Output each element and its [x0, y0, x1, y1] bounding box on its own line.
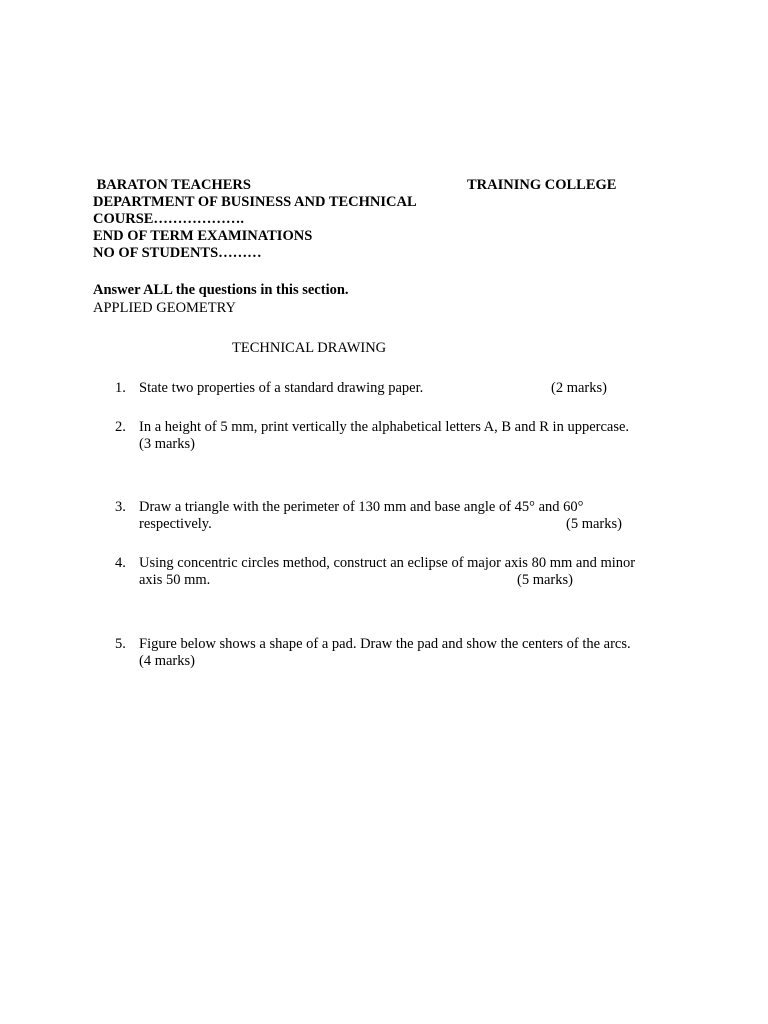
- question-text: Draw a triangle with the perimeter of 130 mm and base angle of 45° and 60°: [139, 499, 584, 515]
- question-text: Using concentric circles method, construct an eclipse of major axis 80 mm and minor: [139, 555, 636, 571]
- section-title: APPLIED GEOMETRY: [93, 300, 236, 316]
- question-marks: (2 marks): [551, 380, 607, 396]
- institution-name-left: BARATON TEACHERS: [93, 177, 251, 193]
- department-line: DEPARTMENT OF BUSINESS AND TECHNICAL: [93, 194, 417, 210]
- subject-title: TECHNICAL DRAWING: [232, 340, 387, 356]
- course-line: COURSE……………….: [93, 211, 245, 227]
- question-number: 1.: [115, 380, 126, 396]
- question-marks: (4 marks): [139, 653, 195, 669]
- question-number: 5.: [115, 636, 126, 652]
- instructions: Answer ALL the questions in this section.: [93, 282, 349, 298]
- question-text: In a height of 5 mm, print vertically the alphabetical letters A, B and R in uppercase.: [139, 419, 630, 435]
- question-marks: (5 marks): [566, 516, 622, 532]
- exam-line: END OF TERM EXAMINATIONS: [93, 228, 313, 244]
- students-line: NO OF STUDENTS………: [93, 245, 262, 261]
- question-number: 3.: [115, 499, 126, 515]
- question-text-continued: axis 50 mm.: [139, 572, 211, 588]
- question-text: State two properties of a standard drawing paper.: [139, 380, 424, 396]
- question-number: 4.: [115, 555, 126, 571]
- question-number: 2.: [115, 419, 126, 435]
- question-text-continued: respectively.: [139, 516, 212, 532]
- question-text: Figure below shows a shape of a pad. Draw the pad and show the centers of the arcs.: [139, 636, 631, 652]
- institution-name-right: TRAINING COLLEGE: [467, 177, 617, 193]
- question-marks: (5 marks): [517, 572, 573, 588]
- question-marks: (3 marks): [139, 436, 195, 452]
